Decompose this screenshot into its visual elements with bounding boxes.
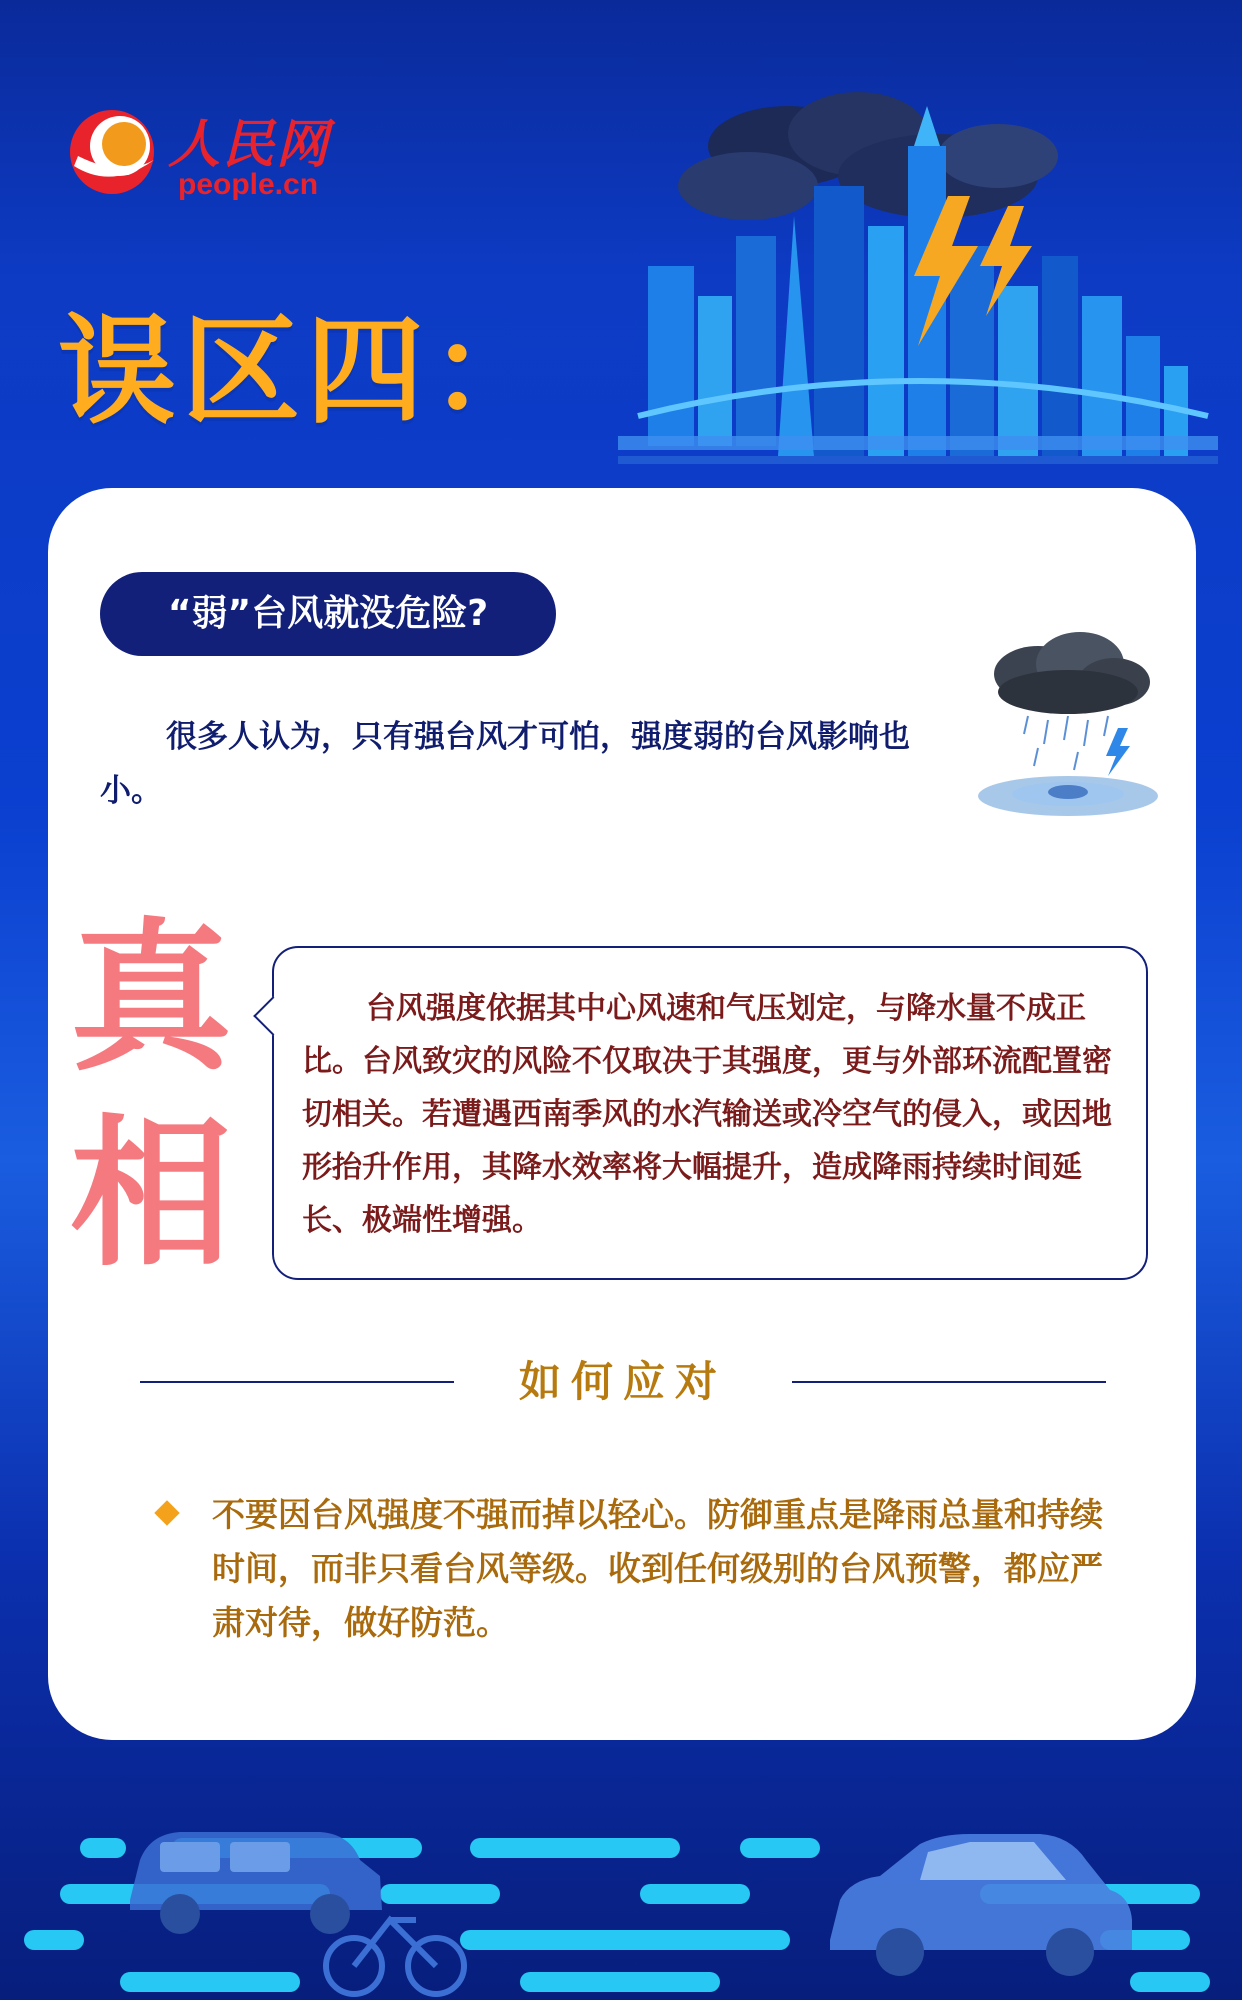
logo-text-cn: 人民网 <box>168 114 331 175</box>
truth-label-1: 真 <box>70 903 232 1093</box>
divider-right <box>792 1381 1106 1383</box>
tip-text: 不要因台风强度不强而掉以轻心。防御重点是降雨总量和持续时间，而非只看台风等级。收到任何级别的台风预警，都应严肃对待，做好防范。 <box>212 1495 1103 1642</box>
diamond-bullet-icon <box>154 1500 179 1525</box>
truth-label <box>66 900 236 1292</box>
truth-text: 台风强度依据其中心风速和气压划定，与降水量不成正比。台风致灾的风险不仅取决于其强度，更与外部环流配置密切相关。若遭遇西南季风的水汽输送或冷空气的侵入，或因地形抬升作用，其降水效率将大幅提升，造成降雨持续时间延长、极端性增强。 <box>302 991 1112 1238</box>
people-logo-icon <box>64 104 160 200</box>
people-logo <box>64 98 354 208</box>
city-storm-illustration <box>618 86 1218 476</box>
divider-left <box>140 1381 454 1383</box>
myth-question: “弱”台风就没危险? <box>100 572 556 656</box>
truth-label-2: 相 <box>70 1099 232 1289</box>
bicycle-icon <box>320 1890 470 2000</box>
truth-bubble <box>272 946 1148 1280</box>
rain-cloud-icon <box>968 624 1168 824</box>
content-card <box>48 488 1196 1740</box>
car-icon <box>820 1830 1140 1980</box>
howto-heading: 如何应对 <box>518 1357 727 1406</box>
tip-item <box>158 1488 1118 1650</box>
myth-text: 很多人认为，只有强台风才可怕，强度弱的台风影响也小。 <box>100 719 910 809</box>
page-title: 误区四： <box>58 302 555 440</box>
logo-text-en: people.cn <box>178 168 319 201</box>
